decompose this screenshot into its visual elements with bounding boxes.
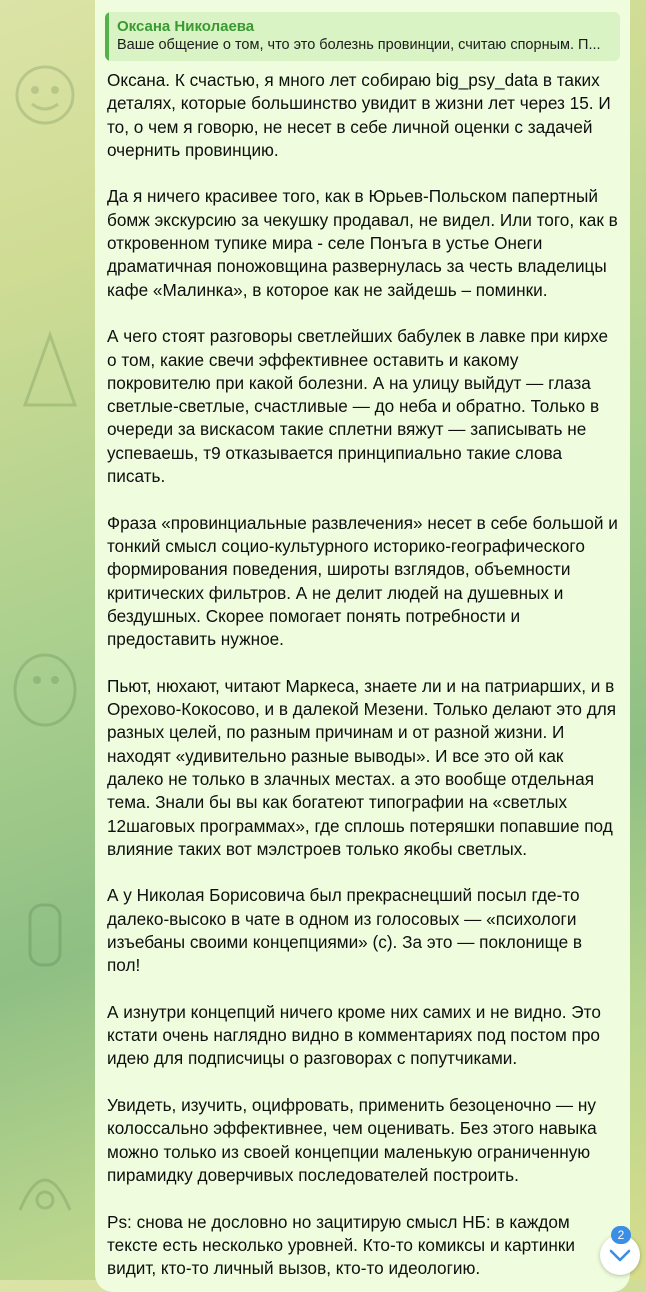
message-paragraph: Увидеть, изучить, оцифровать, применить безоценочно — ну колоссально эффективнее, чем оценивать. Без этого навыка можно только из своей концепции маленькую ограниченную пирамидку доверчивых последователей построить. xyxy=(107,1095,597,1185)
unread-count-badge: 2 xyxy=(611,1226,631,1244)
message-text xyxy=(105,69,620,1280)
reply-preview: Ваше общение о том, что это болезнь провинции, считаю спорным. П... xyxy=(117,37,601,53)
message-paragraph: Да я ничего красивее того, как в Юрьев-Польском папертный бомж экскурсию за чекушку продавал, не видел. Или того, как в откровенном тупике мира - селе Понъга в устье Онеги драматичная поножовщина развернулась за честь владелицы кафе «Малинка», в которое как не зайдешь – поминки. xyxy=(107,186,618,300)
reply-quote[interactable] xyxy=(105,12,620,61)
message-paragraph: А чего стоят разговоры светлейших бабулек в лавке при кирхе о том, какие свечи эффективнее оставить и какому покровителю при какой болезни. А на улицу выйдут — глаза светлые-светлые, счастливые — до неба и обратно. Только в очереди за вискасом такие сплетни вяжут — записывать не успеваешь, т9 отказывается принципиально такие слова писать. xyxy=(107,326,609,487)
wallpaper-doodle-icon xyxy=(15,900,75,970)
message-paragraph: Ps: снова не дословно но зацитирую смысл НБ: в каждом тексте есть несколько уровней. Кто-то комиксы и картинки видит, кто-то личный вызов, кто-то идеологию. xyxy=(107,1211,575,1279)
message-paragraph: А у Николая Борисовича был прекраснецший посыл где-то далеко-высоко в чате в одном из голосовых — «психологи изъебаны своими концепциями» (с). За это — поклонище в пол! xyxy=(107,885,583,976)
reply-author: Оксана Николаева xyxy=(117,18,255,35)
message-paragraph: А изнутри концепций ничего кроме них самих и не видно. Это кстати очень наглядно видно в комментариях под постом про идею для подписчицы о разговорах с попутчиками. xyxy=(107,1001,601,1069)
message-paragraph: Фраза «провинциальные развлечения» несет в себе большой и тонкий смысл социо-культурного историко-географического формирования поведения, широты взглядов, объемности критических фильтров. А не делит людей на душевных и бездушных. Скорее помогает понять потребности и предоставить нужное. xyxy=(107,512,618,650)
message-paragraph: Оксана. К счастью, я много лет собираю big_psy_data в таких деталях, которые большинство увидит в жизни лет через 15. И то, о чем я говорю, не несет в себе личной оценки с задачей очернить провинцию. xyxy=(107,70,611,160)
wallpaper-doodle-icon xyxy=(20,330,80,410)
message-bubble xyxy=(95,0,630,1292)
message-paragraph: Пьют, нюхают, читают Маркеса, знаете ли и на патриарших, и в Орехово-Кокосово, и в далекой Мезени. Только делают это для разных целей, по разным причинам и от разной жизни. И находят «удивительно разные выводы». И все это ой как далеко не только в злачных местах. а это вообще отдельная тема. Знали бы вы как богатеют типографии на «светлых 12шаговых программах», где сплошь потеряшки попавшие под влияние таких вот мэлстроев только якобы светлых. xyxy=(107,675,617,859)
chevron-down-icon xyxy=(609,1247,631,1263)
wallpaper-doodle-icon xyxy=(10,60,80,130)
wallpaper-doodle-icon xyxy=(5,640,85,730)
wallpaper-doodle-icon xyxy=(10,1150,80,1220)
